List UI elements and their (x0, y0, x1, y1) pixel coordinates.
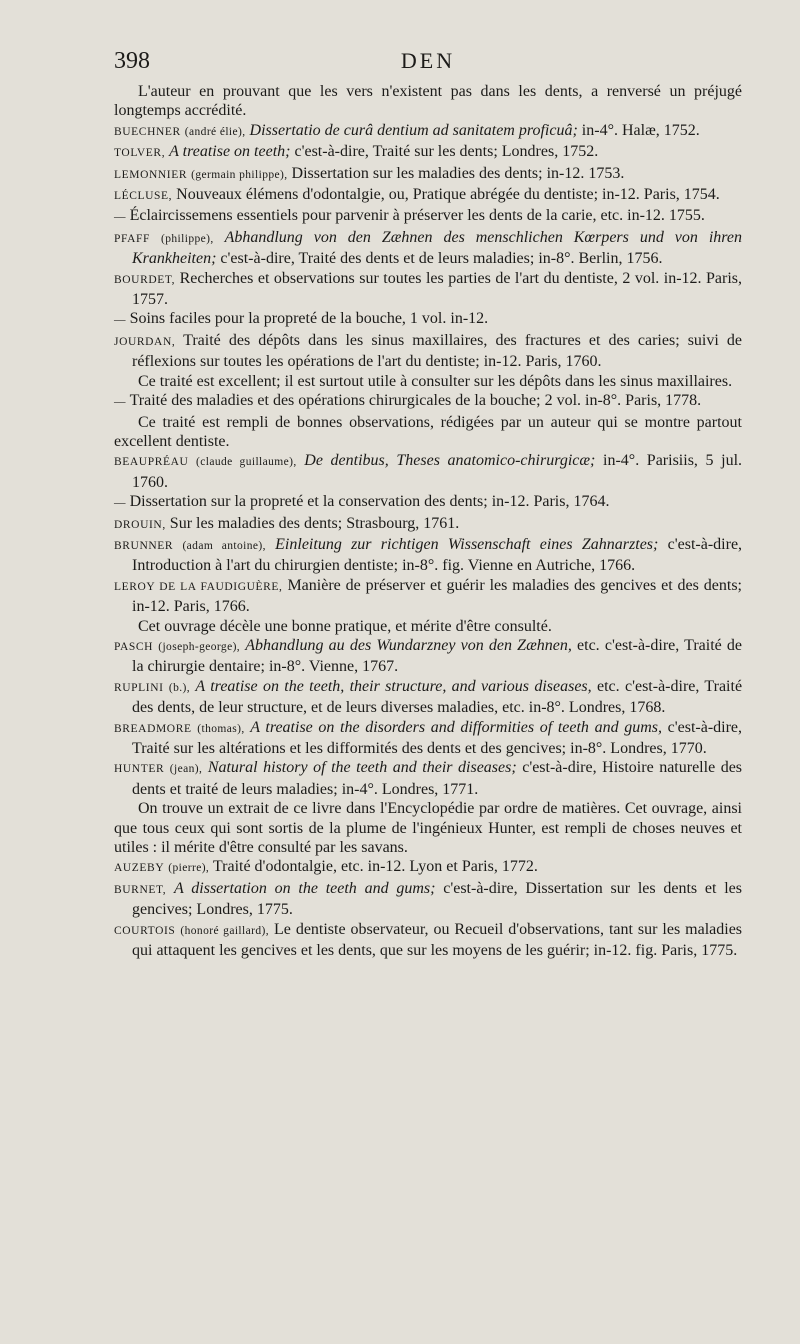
entry-author: BRUNNER (114, 539, 174, 552)
entry-details: c'est-à-dire, Traité sur les dents; Londres, 1752. (294, 143, 599, 161)
bibliography-entry (114, 758, 742, 799)
entry-author: BURNET, (114, 883, 167, 896)
entry-details: Dissertation sur la propreté et la conservation des dents; in-12. Paris, 1764. (129, 493, 610, 511)
entry-details: Nouveaux élémens d'odontalgie, ou, Pratique abrégée du dentiste; in-12. Paris, 1754. (176, 186, 720, 204)
entry-author-given-names: (jean), (169, 763, 203, 776)
entry-title: A treatise on the teeth, their structure, and various diseases, (195, 677, 592, 695)
bibliography-entry (114, 857, 742, 878)
bibliography-entry (114, 142, 742, 163)
bibliography-entry (114, 920, 742, 961)
entry-author: DROUIN, (114, 518, 166, 531)
entry-author: PASCH (114, 640, 154, 653)
entry-author: AUZEBY (114, 862, 165, 875)
entry-title: A dissertation on the teeth and gums; (174, 879, 436, 897)
entry-details: Soins faciles pour la propreté de la bouche, 1 vol. in-12. (129, 310, 489, 328)
entry-details: Traité d'odontalgie, etc. in-12. Lyon et Paris, 1772. (212, 858, 538, 876)
entry-author-given-names: (thomas), (197, 722, 245, 735)
entry-title: Natural history of the teeth and their diseases; (207, 759, 517, 777)
entry-details: Manière de préserver et guérir les maladies des gencives et des dents; in-12. Paris, 1766. (132, 576, 743, 616)
page-header (114, 48, 742, 78)
bibliography-entry (114, 535, 742, 576)
entry-details: in-4°. Halæ, 1752. (581, 121, 700, 139)
entry-author: BUECHNER (114, 125, 181, 138)
entry-details: c'est-à-dire, Introduction à l'art du chirurgien dentiste; in-8°. fig. Vienne en Autriche, 1766. (132, 535, 743, 575)
entry-title: A treatise on the disorders and difformities of teeth and gums, (250, 718, 662, 736)
entry-title: Einleitung zur richtigen Wissenschaft eines Zahnarztes; (275, 535, 659, 553)
entry-details: Traité des dépôts dans les sinus maxillaires, des fractures et des caries; suivi de réflexions sur toutes les opérations de l'art du dentiste; in-12. Paris, 1760. (132, 331, 742, 371)
entry-author: — (114, 497, 130, 510)
commentary-note: Cet ouvrage décèle une bonne pratique, et mérite d'être consulté. (138, 617, 552, 635)
bibliography-entry (114, 636, 742, 677)
entry-title: De dentibus, Theses anatomico-chirurgicæ; (304, 452, 596, 470)
entry-details: c'est-à-dire, Histoire naturelle des dents et traité de leurs maladies; in-4°. Londres, 1771. (132, 759, 743, 798)
entry-author-given-names: (philippe), (161, 232, 214, 245)
entry-author: PFAFF (114, 232, 151, 245)
entry-details: Éclaircissemens essentiels pour parvenir à préserver les dents de la carie, etc. in-12. 1755. (129, 207, 705, 225)
running-head: DEN (400, 48, 456, 73)
entry-author: — (114, 396, 130, 409)
entry-title: Abhandlung von den Zæhnen des menschlichen Kœrpers und von ihren Krankheiten; (132, 228, 743, 268)
entry-details: c'est-à-dire, Traité sur les altérations et les difformités des dents et des gencives; in-8°. Londres, 1770. (132, 718, 743, 757)
bibliography-entry (114, 331, 742, 372)
bibliography-entry (114, 228, 742, 269)
bibliography-entry (114, 451, 742, 492)
entry-author: LEMONNIER (114, 168, 188, 181)
bibliography-entry (114, 391, 742, 412)
entry-details: in-4°. Parisiis, 5 jul. 1760. (132, 452, 743, 491)
entry-title: A treatise on teeth; (169, 143, 291, 161)
entry-author: — (114, 314, 130, 327)
entry-title: Abhandlung au des Wundarzney von den Zæhnen, (245, 636, 572, 654)
entry-author-given-names: (joseph-george), (158, 640, 241, 653)
entry-details: c'est-à-dire, Traité des dents et de leurs maladies; in-8°. Berlin, 1756. (220, 250, 663, 268)
bibliography-entry (114, 514, 742, 535)
entry-author: RUPLINI (114, 681, 164, 694)
bibliography-entry (114, 269, 742, 310)
bibliography-entry (114, 309, 742, 330)
commentary-note: Ce traité est excellent; il est surtout utile à consulter sur les dépôts dans les sinus maxillaires. (138, 372, 733, 390)
bibliography-entry (114, 206, 742, 227)
entry-author: BREADMORE (114, 722, 192, 735)
entry-details: Dissertation sur les maladies des dents; in-12. 1753. (291, 164, 625, 182)
entry-author-given-names: (pierre), (168, 862, 210, 875)
entry-details: Recherches et observations sur toutes les parties de l'art du dentiste, 2 vol. in-12. Paris, 1757. (132, 269, 743, 309)
bibliography-list (114, 82, 742, 960)
bibliography-entry (114, 677, 742, 718)
entry-author-given-names: (andré élie), (184, 125, 246, 138)
entry-details: Sur les maladies des dents; Strasbourg, 1761. (169, 514, 460, 532)
entry-details: etc. c'est-à-dire, Traité de la chirurgie dentaire; in-8°. Vienne, 1767. (132, 636, 743, 676)
commentary-note: L'auteur en prouvant que les vers n'existent pas dans les dents, a renversé un préjugé longtemps accrédité. (114, 83, 742, 120)
entry-author: LEROY DE LA FAUDIGUÈRE, (114, 580, 283, 593)
bibliography-entry (114, 121, 742, 142)
entry-author-given-names: (claude guillaume), (196, 456, 297, 469)
bibliography-entry (114, 879, 742, 920)
entry-details: c'est-à-dire, Dissertation sur les dents et les gencives; Londres, 1775. (132, 879, 743, 919)
entry-author: HUNTER (114, 763, 165, 776)
entry-author-given-names: (honoré gaillard), (180, 924, 270, 937)
entry-author-given-names: (germain philippe), (191, 168, 288, 181)
entry-author: LÉCLUSE, (114, 190, 173, 203)
commentary-note: On trouve un extrait de ce livre dans l'Encyclopédie par ordre de matières. Cet ouvrage, ainsi que tous ceux qui sont sortis de la plume de l'ingénieux Hunter, est rempli de choses neuves et utiles : il mérite d'être consulté par les savans. (114, 800, 742, 857)
entry-author: BOURDET, (114, 273, 176, 286)
entry-details: Le dentiste observateur, ou Recueil d'observations, tant sur les maladies qui attaquent les gencives et les dents, que sur les moyens de les guérir; in-12. fig. Paris, 1775. (132, 920, 743, 960)
page-number: 398 (114, 48, 150, 74)
entry-author: BEAUPRÉAU (114, 456, 189, 469)
entry-author: JOURDAN, (114, 335, 176, 348)
entry-author: COURTOIS (114, 924, 176, 937)
commentary-note: Ce traité est rempli de bonnes observations, rédigées par un auteur qui se montre partout excellent dentiste. (114, 413, 742, 450)
entry-author: TOLVER, (114, 147, 166, 160)
entry-author: — (114, 211, 130, 224)
entry-details: Traité des maladies et des opérations chirurgicales de la bouche; 2 vol. in-8°. Paris, 1778. (129, 392, 702, 410)
bibliography-entry (114, 492, 742, 513)
entry-author-given-names: (b.), (168, 681, 191, 694)
bibliography-entry (114, 185, 742, 206)
entry-title: Dissertatio de curâ dentium ad sanitatem proficuâ; (249, 121, 578, 139)
entry-author-given-names: (adam antoine), (182, 539, 266, 552)
bibliography-entry (114, 718, 742, 759)
entry-details: etc. c'est-à-dire, Traité des dents, de leur structure, et de leurs diverses maladies, etc. in-8°. Londres, 1768. (132, 677, 743, 717)
bibliography-entry (114, 576, 742, 617)
bibliography-entry (114, 164, 742, 185)
